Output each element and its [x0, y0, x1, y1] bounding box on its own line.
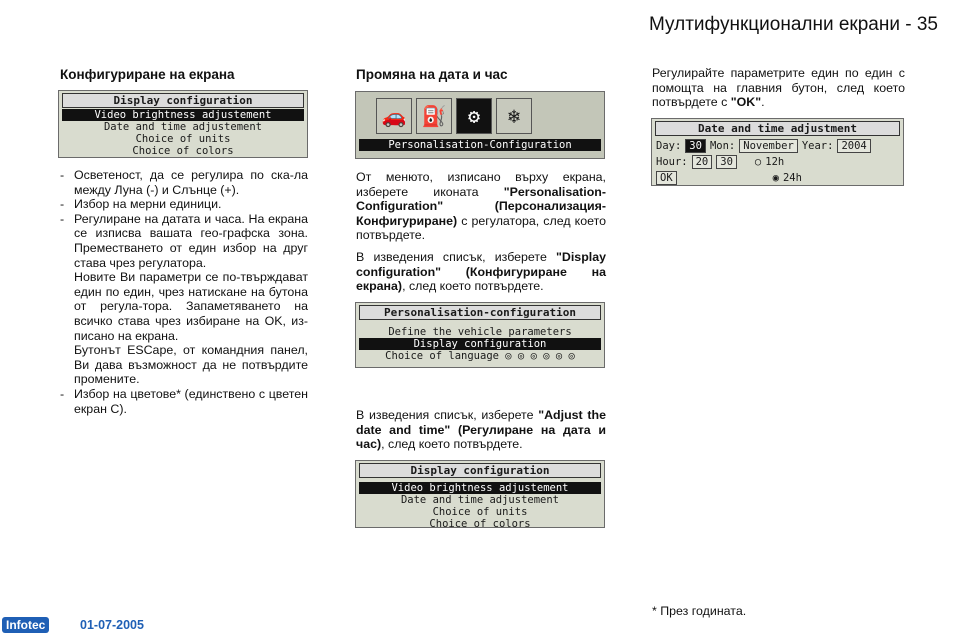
section-title-display-config: Конфигуриране на екрана	[60, 67, 235, 82]
list-item: Бутонът ESCape, от командния панел, Ви дава възможност да не потвърдите промените.	[74, 343, 308, 387]
list-item: - Избор на цветове* (единствено с цветен екран C).	[60, 387, 308, 416]
list-item: - Избор на мерни единици.	[60, 197, 308, 212]
lcd-display-configuration	[58, 90, 308, 158]
minute-field: 30	[716, 155, 737, 169]
bold-text: "OK"	[730, 95, 762, 110]
lcd-item: Choice of colors	[132, 145, 234, 157]
lcd-title: Date and time adjustment	[655, 121, 900, 136]
infotec-logo: Infotec	[2, 617, 49, 633]
hour-field: 20	[692, 155, 713, 169]
radio-24h-icon: ◉	[772, 172, 779, 184]
text: В изведения списък, изберете	[356, 250, 557, 264]
text: Регулирайте параметрите един по един с помощта на главния бутон, след което потвърдете с	[652, 66, 905, 110]
lcd-item-selected: Video brightness adjustement	[359, 482, 601, 494]
lcd-item: Choice of language ◎ ◎ ◎ ◎ ◎ ◎	[385, 350, 575, 362]
lcd-personalisation-configuration	[355, 302, 605, 368]
section-title-date-time: Промяна на дата и час	[356, 67, 508, 82]
lcd-icon-label: Personalisation-Configuration	[359, 139, 601, 151]
radio-12h-icon: ○	[754, 156, 762, 168]
hour-label: Hour:	[656, 156, 688, 168]
footer-date: 01-07-2005	[80, 618, 144, 632]
text: .	[761, 95, 765, 110]
lcd-item: Define the vehicle parameters	[388, 326, 572, 338]
personalisation-icon: ⚙	[456, 98, 492, 134]
paragraph-adjust-params	[652, 66, 905, 110]
lcd-title: Personalisation-configuration	[359, 305, 601, 320]
year-field: 2004	[837, 139, 870, 153]
option-24h: 24h	[782, 172, 802, 184]
bold-text: "Display configuration" (Конфигуриране на екрана)	[356, 250, 606, 294]
page-title: Мултифункционални екрани - 35	[649, 14, 938, 35]
lcd-date-time-adjustment	[651, 118, 904, 186]
climate-icon: ❄	[496, 98, 532, 134]
year-label: Year:	[801, 140, 834, 152]
ok-button: OK	[656, 171, 677, 185]
lcd-item-selected: Video brightness adjustement	[62, 109, 304, 121]
paragraph-select-icon	[356, 170, 606, 243]
icon-row	[356, 92, 604, 134]
fuel-icon: ⛽	[416, 98, 452, 134]
text: От менюто, изписано върху екрана, изберете иконата	[356, 170, 606, 199]
lcd-item: Date and time adjustement	[103, 121, 263, 133]
list-item: Новите Ви параметри се по-твърждават един по един, чрез натискане на бутона от регула-тора. Запаметяването на всичко става чрез избиране на OK, из-писано на екрана.	[74, 270, 308, 343]
text: , след което потвърдете.	[402, 279, 544, 294]
bold-text: "Personalisation-Configuration" (Персонализация-Конфигуриране)	[356, 184, 606, 228]
text: В изведения списък, изберете	[356, 408, 539, 422]
lcd-item: Choice of units	[135, 133, 231, 145]
lcd-title: Display configuration	[359, 463, 601, 478]
day-label: Day:	[656, 140, 682, 152]
option-12h: 12h	[765, 156, 785, 168]
paragraph-select-display-config	[356, 250, 606, 294]
lcd-item: Date and time adjustement	[400, 494, 560, 506]
hour-row	[652, 155, 903, 171]
list-item: - Регулиране на датата и часа. На екрана се изписва вашата гео-графска зона. Преместването от един избор на друг става чрез регулатора.	[60, 212, 308, 270]
footnote: * През годината.	[652, 604, 747, 618]
instructions-list	[60, 168, 308, 416]
lcd-display-configuration-2	[355, 460, 605, 528]
lcd-item-selected: Display configuration	[359, 338, 601, 350]
list-item: - Осветеност, да се регулира по ска-ла между Луна (-) и Слънце (+).	[60, 168, 308, 197]
lcd-item: Choice of colors	[429, 518, 531, 530]
lcd-personalisation-icons	[355, 91, 605, 159]
text: с регулатора, след което потвърдете.	[356, 213, 606, 243]
month-field: November	[739, 139, 798, 153]
vehicle-settings-icon: 🚗	[376, 98, 412, 134]
lcd-item: Choice of units	[432, 506, 528, 518]
month-label: Mon:	[709, 140, 736, 152]
bold-text: "Adjust the date and time" (Регулиране на дата и час)	[356, 408, 606, 452]
format-row	[652, 171, 903, 187]
date-row	[652, 137, 903, 155]
paragraph-select-adjust-date	[356, 408, 606, 452]
lcd-title: Display configuration	[62, 93, 304, 108]
text: , след което потвърдете.	[381, 437, 523, 452]
day-field: 30	[685, 139, 706, 153]
